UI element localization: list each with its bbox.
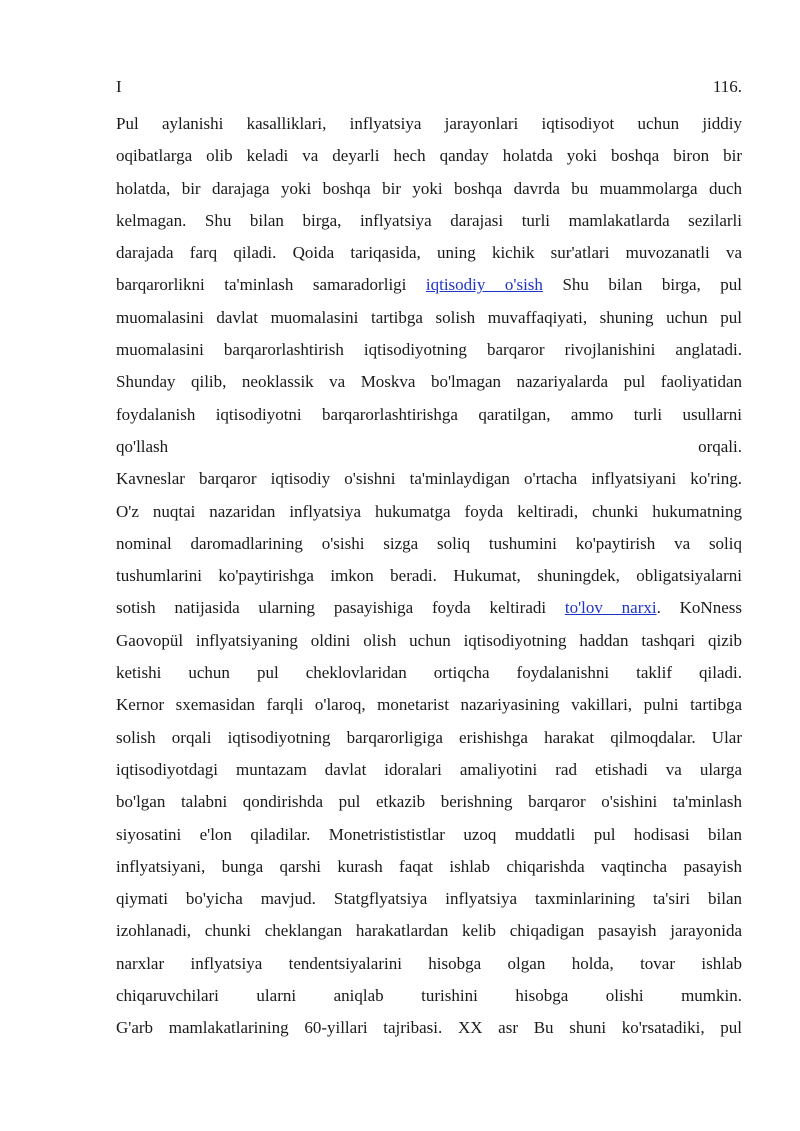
text-line-segment: qo'llash [116,436,169,456]
text-line: G'arb mamlakatlarining 60-yillari tajribasi. XX asr Bu shuni ko'rsatadiki, pul [116,1018,742,1038]
body-text [116,108,742,1045]
text-line: narxlar inflyatsiya tendentsiyalarini hisobga olgan holda, tovar ishlab [116,953,742,973]
text-line-segment: orqali. [698,436,742,456]
text-line: darajada farq qiladi. Qoida tariqasida, uning kichik sur'atlari muvozanatli va [116,243,742,263]
page-header [116,76,742,98]
text-line [116,592,742,624]
text-line: muomalasini davlat muomalasini tartibga solish muvaffaqiyati, shuning uchun pul [116,307,742,327]
text-line: foydalanish iqtisodiyotni barqarorlashtirishga qaratilgan, ammo turli usullarni [116,404,742,424]
text-line-segment: barqarorlikni ta'minlash samaradorligi [116,275,426,295]
page-number: 116. [712,77,742,96]
text-line-segment: . KoNness [656,598,742,618]
text-line-segment: sotish natijasida ularning pasayishiga foyda keltiradi [116,598,565,618]
text-line: Kernor sxemasidan farqli o'laroq, monetarist nazariyasining vakillari, pulni tartibga [116,695,742,715]
inline-link[interactable]: iqtisodiy o'sish [425,275,543,295]
text-line: bo'lgan talabni qondirishda pul etkazib berishning barqaror o'sishini ta'minlash [116,792,742,812]
text-line: O'z nuqtai nazaridan inflyatsiya hukumatga foyda keltiradi, chunki hukumatning [116,501,742,521]
text-line-segment: Shu bilan birga, pul [542,275,742,295]
text-line: oqibatlarga olib keladi va deyarli hech qanday holatda yoki boshqa biron bir [116,146,742,166]
text-line [116,269,742,301]
text-line: Pul aylanishi kasalliklari, inflyatsiya jarayonlari iqtisodiyot uchun jiddiy [116,114,742,133]
text-line: iqtisodiyotdagi muntazam davlat idoralari amaliyotini rad etishadi va ularga [116,759,742,779]
text-line: muomalasini barqarorlashtirish iqtisodiyotning barqaror rivojlanishini anglatadi. [116,340,742,360]
text-line: kelmagan. Shu bilan birga, inflyatsiya darajasi turli mamlakatlarda sezilarli [116,210,742,230]
text-line [116,431,742,463]
text-line: siyosatini e'lon qiladilar. Monetristististlar uzoq muddatli pul hodisasi bilan [116,824,742,844]
text-line: ketishi uchun pul cheklovlaridan ortiqcha foydalanishni taklif qiladi. [116,663,742,683]
text-line: solish orqali iqtisodiyotning barqarorligiga erishishga harakat qilmoqdalar. Ular [116,727,742,747]
text-line: qiymati bo'yicha mavjud. Statgflyatsiya inflyatsiya taxminlarining ta'siri bilan [116,889,742,909]
text-line: izohlanadi, chunki cheklangan harakatlardan kelib chiqadigan pasayish jarayonida [116,921,742,941]
text-line: tushumlarini ko'paytirishga imkon beradi. Hukumat, shuningdek, obligatsiyalarni [116,566,742,586]
text-line: Gaovopül inflyatsiyaning oldini olish uchun iqtisodiyotning haddan tashqari qizib [116,630,742,650]
header-left-mark: I [116,77,122,96]
inline-link[interactable]: to'lov narxi [564,598,657,618]
text-line: inflyatsiyani, bunga qarshi kurash faqat ishlab chiqarishda vaqtincha pasayish [116,856,742,876]
document-page [116,76,742,1045]
text-line: Shunday qilib, neoklassik va Moskva bo'lmagan nazariyalarda pul faoliyatidan [116,372,742,392]
text-line: chiqaruvchilari ularni aniqlab turishini hisobga olishi mumkin. [116,986,742,1006]
text-line: Kavneslar barqaror iqtisodiy o'sishni ta'minlaydigan o'rtacha inflyatsiyani ko'ring. [116,469,742,489]
text-line: holatda, bir darajaga yoki boshqa bir yoki boshqa davrda bu muammolarga duch [116,178,742,198]
text-line: nominal daromadlarining o'sishi sizga soliq tushumini ko'paytirish va soliq [116,533,742,553]
